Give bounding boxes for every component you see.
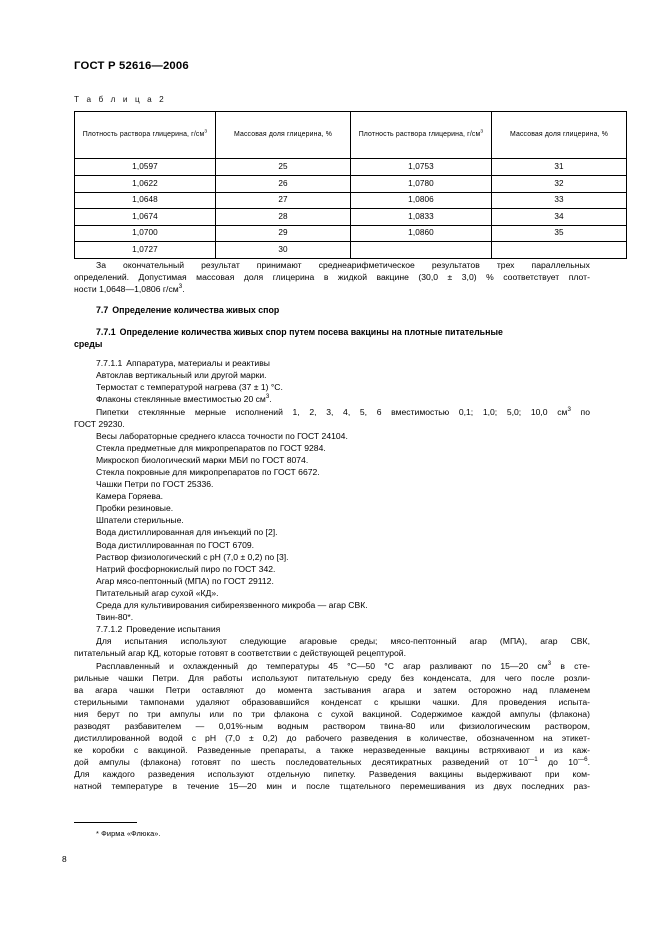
table-caption: Т а б л и ц а 2 <box>74 95 167 105</box>
section-7-7-1-1-heading <box>74 357 590 369</box>
procedure-p2-line-1-end: в сте- <box>551 660 590 671</box>
header-density-left-sup: 3 <box>204 130 208 136</box>
header-density-right-text: Плотность раствора глицерина, г/см <box>358 131 481 139</box>
final-result-line-3-sup: 3 <box>178 283 183 291</box>
cell-fraction-left: 25 <box>216 159 351 176</box>
cell-density-left: 1,0597 <box>75 159 216 176</box>
standard-number-header: ГОСТ Р 52616—2006 <box>74 60 189 72</box>
cell-density-right: 1,0806 <box>351 192 492 209</box>
cell-density-right: 1,0780 <box>351 176 492 193</box>
list-item: Вода дистиллированная для инъекций по [2]. <box>96 527 278 538</box>
cell-density-left: 1,0674 <box>75 209 216 226</box>
list-item: Стекла покровные для микропрепаратов по ГОСТ 6672. <box>96 467 320 477</box>
final-result-line-2: определений. Допустимая массовая доля глицерина в жидкой вакцине (30,0 ± 3,0) % соответствует плот- <box>74 272 590 283</box>
cell-density-right: 1,0833 <box>351 209 492 226</box>
procedure-p2-line-10: Для каждого разведения используют отдельную пипетку. Разведения вакцины выдерживают при ком- <box>74 769 590 780</box>
final-result-paragraph <box>74 259 590 295</box>
header-fraction-left: Массовая доля глицерина, % <box>216 112 351 159</box>
cell-fraction-left: 30 <box>216 242 351 259</box>
procedure-p2-line-7: дистиллированной водой с рН (7,0 ± 0,2) до рабочего разведения в количестве, обозначенном на этикет- <box>74 733 590 744</box>
final-result-line-3-end: . <box>182 284 185 295</box>
cell-fraction-left: 27 <box>216 192 351 209</box>
table-row <box>75 209 627 226</box>
procedure-p2-line-8: ке коробки с вакциной. Разведенные препараты, а также неразведенные вакцины встряхивают и из каж- <box>74 745 590 756</box>
pipettes-text: Пипетки стеклянные мерные исполнений 1, 2, 3, 4, 5, 6 вместимостью 0,1; 1,0; 5,0; 10,0 см <box>96 406 568 417</box>
procedure-p2-line-6: разводят разбавителем — 0,01%-ным водным раствором твина-80 или физиологическим раствором, <box>74 720 590 731</box>
pipettes-suffix: по <box>570 406 590 417</box>
cell-fraction-right: 32 <box>492 176 627 193</box>
header-density-right <box>351 112 492 159</box>
cell-fraction-right: 34 <box>492 209 627 226</box>
procedure-p2-line-9-sup2: —6 <box>577 756 588 764</box>
list-item: Чашки Петри по ГОСТ 25336. <box>96 479 214 490</box>
procedure-p2-line-9 <box>74 756 590 768</box>
pipettes-sup: 3 <box>567 405 571 413</box>
table-row <box>75 176 627 193</box>
list-item: Автоклав вертикальный или другой марки. <box>96 370 267 381</box>
list-item: Среда для культивирования сибиреязвенного микроба — агар СВК. <box>96 600 368 611</box>
procedure-p2-line-9-text: дой ампулы (флакона) готовят по шесть последовательных десятикратных разведений от 10 <box>74 757 528 768</box>
final-result-line-3-text: ности 1,0648—1,0806 г/см <box>74 284 179 295</box>
table-head <box>75 112 627 159</box>
cell-density-left: 1,0622 <box>75 176 216 193</box>
cell-density-left: 1,0700 <box>75 225 216 242</box>
flacon-sup: 3 <box>265 393 270 401</box>
glycerin-density-table <box>74 111 627 259</box>
list-item: Твин-80*. <box>96 612 134 623</box>
table-header-row <box>75 112 627 159</box>
header-density-right-sup: 3 <box>480 130 484 136</box>
procedure-p2-line-1-sup: 3 <box>547 659 552 667</box>
procedure-p2-line-9-end: . <box>587 757 590 768</box>
section-7-7-1-number-wrap <box>74 326 503 338</box>
list-item <box>74 406 590 430</box>
table-row <box>75 159 627 176</box>
header-density-left <box>75 112 216 159</box>
section-7-7-1-number: 7.7.1 <box>96 326 116 337</box>
procedure-p2-line-11: натной температуре в течение 15—20 мин и после тщательного перемешивания из двух последних раз- <box>74 781 590 792</box>
test-procedure-paragraph-2 <box>74 660 590 793</box>
procedure-p2-line-9-sup1: —1 <box>528 756 538 764</box>
flacon-end: . <box>269 394 272 405</box>
procedure-p2-line-1 <box>74 660 590 672</box>
final-result-line-1: За окончательный результат принимают среднеарифметическое результатов трех параллельных <box>96 259 590 270</box>
test-procedure-paragraph-1 <box>74 635 590 659</box>
footnote-text: * Фирма «Флюка». <box>96 829 161 838</box>
list-item: Термостат с температурой нагрева (37 ± 1) °С. <box>96 382 283 393</box>
list-item: Весы лабораторные среднего класса точности по ГОСТ 24104. <box>96 430 348 441</box>
section-7-7-1-title-line1: Определение количества живых спор путем посева вакцины на плотные питательные <box>119 326 503 337</box>
list-item: Шпатели стерильные. <box>96 515 184 526</box>
pipettes-line-2: ГОСТ 29230. <box>74 418 125 429</box>
table-body <box>75 159 627 259</box>
cell-density-right: 1,0753 <box>351 159 492 176</box>
cell-density-left: 1,0648 <box>75 192 216 209</box>
list-item <box>74 393 590 405</box>
list-item: Пробки резиновые. <box>96 503 174 514</box>
procedure-p2-line-5: ния берут по три ампулы или по три флакона с сухой вакциной. Содержимое каждой ампулы (флакона) <box>74 708 590 719</box>
list-item: Стекла предметные для микропрепаратов по ГОСТ 9284. <box>96 442 326 453</box>
list-item: Питательный агар сухой «КД». <box>96 587 219 598</box>
table-row <box>75 242 627 259</box>
procedure-p2-line-2: рильные чашки Петри. Для работы используют питательную среду без конденсата, для чего после розли- <box>74 672 590 683</box>
section-7-7-heading <box>74 304 590 316</box>
table-row <box>75 225 627 242</box>
page-number: 8 <box>62 854 67 864</box>
cell-density-right: 1,0860 <box>351 225 492 242</box>
procedure-p1-line-1: Для испытания используют следующие агаровые среды; мясо-пептонный агар (МПА), агар СВК, <box>96 636 590 647</box>
page-content <box>74 0 608 793</box>
final-result-line-3 <box>74 283 590 295</box>
section-7-7-1-2-title: Проведение испытания <box>126 624 221 635</box>
section-7-7-1-2-number: 7.7.1.2 <box>96 624 123 635</box>
cell-fraction-right: 31 <box>492 159 627 176</box>
list-item: Натрий фосфорнокислый пиро по ГОСТ 342. <box>96 563 276 574</box>
procedure-p2-line-1-text: Расплавленный и охлажденный до температуры 45 °С—50 °С агар разливают по 15—20 см <box>96 660 548 671</box>
cell-fraction-left: 26 <box>216 176 351 193</box>
cell-fraction-left: 29 <box>216 225 351 242</box>
cell-density-left: 1,0727 <box>75 242 216 259</box>
cell-empty <box>492 242 627 259</box>
section-7-7-1-heading <box>74 326 590 351</box>
section-7-7-title: Определение количества живых спор <box>112 305 280 316</box>
header-fraction-right: Массовая доля глицерина, % <box>492 112 627 159</box>
footnote-separator-rule <box>74 822 137 823</box>
procedure-p2-line-4: стерильными тампонами удаляют образовавшийся конденсат с крышки чашки. Для проведения испыта- <box>74 696 590 707</box>
section-7-7-1-title-line2: среды <box>74 338 103 349</box>
table-row <box>75 192 627 209</box>
flacon-text: Флаконы стеклянные вместимостью 20 см <box>96 394 266 405</box>
list-item: Раствор физиологический с рН (7,0 ± 0,2) по [3]. <box>96 551 289 562</box>
materials-list-top <box>74 369 590 623</box>
header-density-left-text: Плотность раствора глицерина, г/см <box>82 131 205 139</box>
section-7-7-number: 7.7 <box>96 305 109 316</box>
cell-fraction-right: 35 <box>492 225 627 242</box>
cell-empty <box>351 242 492 259</box>
pipettes-line-1 <box>74 406 590 418</box>
section-7-7-1-1-number: 7.7.1.1 <box>96 358 123 369</box>
list-item: Микроскоп биологический марки МБИ по ГОСТ 8074. <box>96 454 309 465</box>
section-7-7-1-1-title: Аппаратура, материалы и реактивы <box>126 358 270 369</box>
list-item: Агар мясо-пептонный (МПА) по ГОСТ 29112. <box>96 575 274 586</box>
cell-fraction-right: 33 <box>492 192 627 209</box>
list-item: Камера Горяева. <box>96 491 164 502</box>
procedure-p2-line-9-mid: до 10 <box>537 757 578 768</box>
procedure-p1-line-2: питательный агар КД, которые готовят в соответствии с действующей рецептурой. <box>74 648 407 659</box>
section-7-7-1-2-heading <box>74 623 590 635</box>
cell-fraction-left: 28 <box>216 209 351 226</box>
list-item: Вода дистиллированная по ГОСТ 6709. <box>96 539 255 550</box>
procedure-p2-line-3: ва агара чашки Петри оставляют до момента застывания агара и затем осторожно над пламенем <box>74 684 590 695</box>
